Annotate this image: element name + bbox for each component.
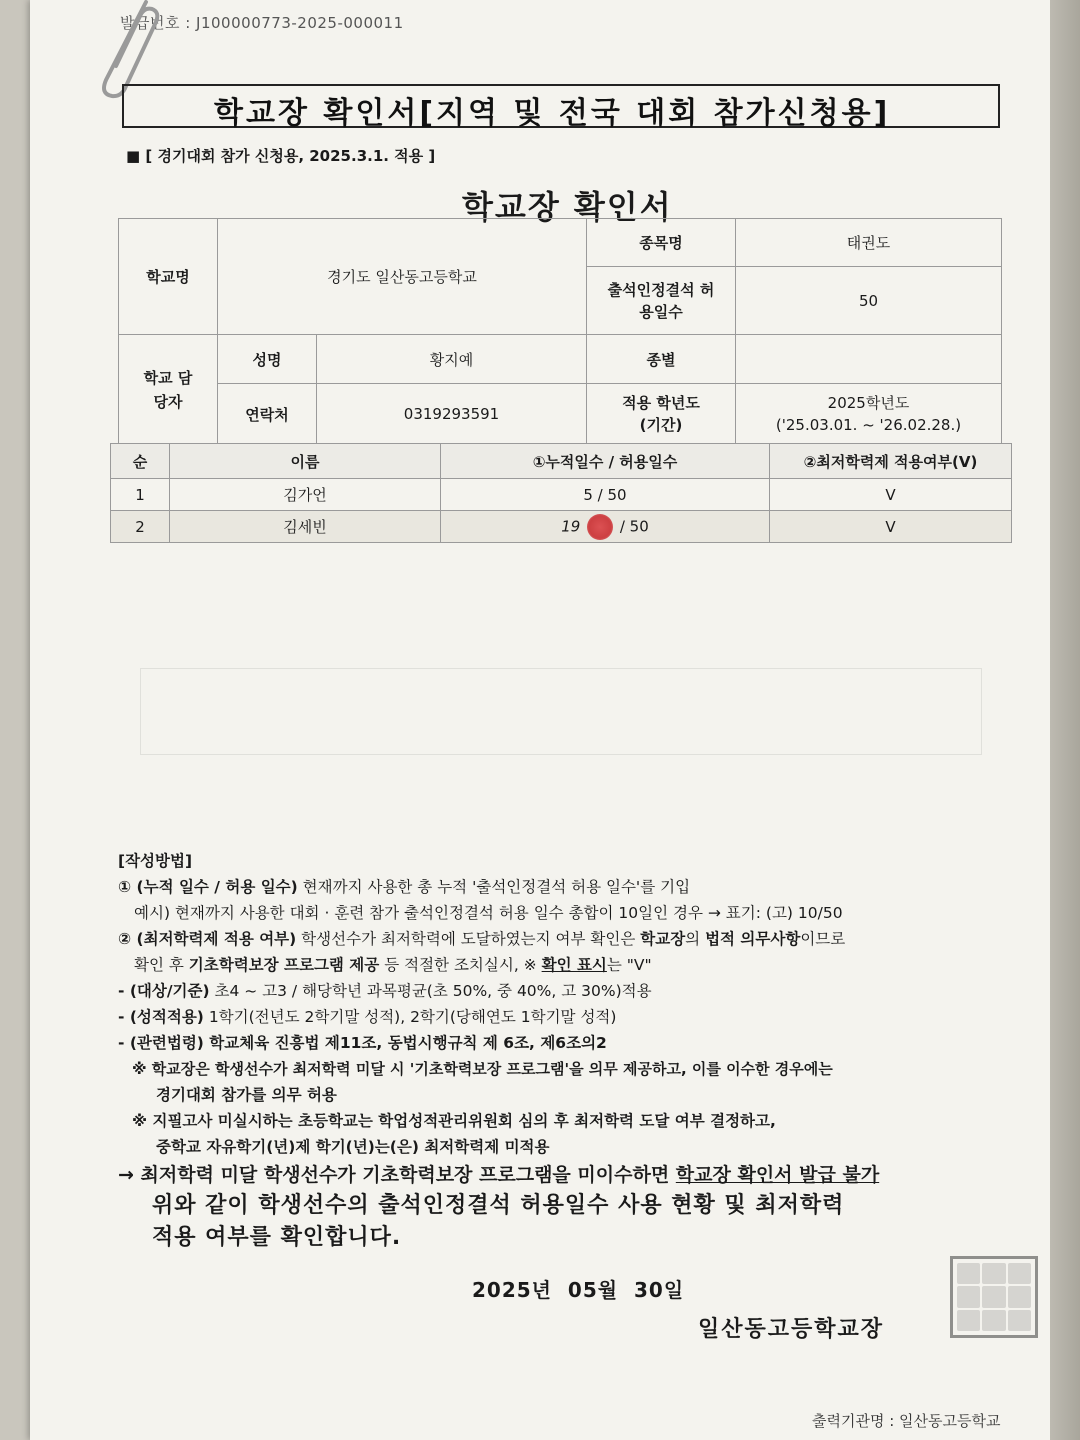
method-law-text: 학교체육 진흥법 제11조, 동법시행규칙 제 6조, 제6조의2	[203, 1034, 607, 1052]
main-title: 학교장 확인서[지역 및 전국 대회 참가신청용]	[214, 96, 891, 131]
sub-note: ■ [ 경기대회 참가 신청용, 2025.3.1. 적용 ]	[126, 147, 436, 165]
issuer-footer: 출력기관명 : 일산동고등학교	[812, 1412, 1001, 1430]
confirm-statement	[152, 1190, 844, 1254]
issue-date: 2025년 05월 30일	[472, 1278, 685, 1302]
confirm-line2: 적용 여부를 확인합니다.	[152, 1225, 402, 1250]
contact-label: 연락처	[218, 384, 317, 444]
faded-background-table	[140, 668, 982, 755]
sport-value: 태권도	[736, 219, 1002, 267]
allowed-days-label: 출석인정결석 허용일수	[587, 267, 736, 335]
row-no: 1	[111, 479, 170, 511]
manager-label: 학교 담당자	[119, 335, 218, 445]
method-item2-principal: 학교장	[640, 930, 686, 948]
table-row	[111, 479, 1012, 511]
row-name: 김세빈	[170, 511, 441, 543]
year-value: 2025학년도	[827, 394, 910, 412]
type-value	[736, 335, 1002, 384]
col-name: 이름	[170, 444, 441, 479]
method-target-text: 초4 ~ 고3 / 해당학년 과목평균(초 50%, 중 40%, 고 30%)적용	[209, 982, 652, 1000]
method-note1-cont: 경기대회 참가를 의무 허용	[156, 1086, 337, 1104]
info-table	[118, 218, 1002, 445]
col-flag: ②최저학력제 적용여부(V)	[770, 444, 1012, 479]
col-days: ①누적일수 / 허용일수	[441, 444, 770, 479]
sport-label: 종목명	[587, 219, 736, 267]
method-line4-program: 기초학력보장 프로그램 제공	[188, 956, 380, 974]
method-item1-text: 현재까지 사용한 총 누적 '출석인정결석 허용 일수'를 기입	[297, 878, 691, 896]
method-item2-title: ② (최저학력제 적용 여부)	[118, 930, 297, 948]
method-conclusion-underline: 학교장 확인서 발급 불가	[675, 1164, 880, 1186]
method-item2-text-a: 학생선수가 최저학력에 도달하였는지 여부 확인은	[296, 930, 641, 948]
method-item1-title: ① (누적 일수 / 허용 일수)	[118, 878, 298, 896]
background-page-edge	[1050, 0, 1080, 1440]
student-table	[110, 443, 1012, 543]
name-label: 성명	[218, 335, 317, 383]
principal-signature: 일산동고등학교장	[698, 1317, 885, 1342]
row-flag: V	[770, 479, 1012, 511]
method-example: 예시) 현재까지 사용한 대회 · 훈련 참가 출석인정결석 허용 일수 총합이 10일인 경우 → 표기: (고) 10/50	[134, 904, 843, 922]
confirm-line1: 위와 같이 학생선수의 출석인정결석 허용일수 사용 현황 및 최저학력	[152, 1193, 845, 1218]
method-grade-text: 1학기(전년도 2학기말 성적), 2학기(당해연도 1학기말 성적)	[203, 1008, 617, 1026]
row-no: 2	[111, 511, 170, 543]
method-line4-b: 등 적절한 조치실시, ※	[379, 956, 542, 974]
red-seal-icon	[587, 514, 613, 540]
row-flag: V	[770, 511, 1012, 543]
method-heading: [작성방법]	[118, 852, 193, 870]
days-prefix: 19	[561, 517, 581, 535]
row-days	[441, 511, 770, 543]
official-seal-icon	[950, 1256, 1038, 1338]
table-row	[111, 511, 1012, 543]
year-label: 적용 학년도 (기간)	[587, 384, 736, 445]
method-target-title: - (대상/기준)	[118, 982, 210, 1000]
method-item2-text-b: 의	[685, 930, 706, 948]
method-grade-title: - (성적적용)	[118, 1008, 204, 1026]
name-value: 황지예	[429, 350, 474, 369]
method-line4-a: 확인 후	[134, 956, 189, 974]
days-suffix: / 50	[619, 517, 649, 535]
allowed-days-value: 50	[736, 267, 1002, 335]
col-no: 순	[111, 444, 170, 479]
method-line4-c: 는 "V"	[606, 956, 652, 974]
method-note1: ※ 학교장은 학생선수가 최저학력 미달 시 '기초학력보장 프로그램'을 의무 제공하고, 이를 이수한 경우에는	[132, 1060, 833, 1078]
year-range: ('25.03.01. ~ '26.02.28.)	[775, 416, 962, 434]
method-law-title: - (관련법령)	[118, 1034, 204, 1052]
method-item2-text-c: 이므로	[800, 930, 846, 948]
document-title: 학교장 확인서	[462, 188, 673, 226]
contact-value: 0319293591	[403, 405, 500, 423]
main-title-box	[122, 84, 1000, 131]
type-label: 종별	[587, 335, 736, 384]
method-note2-cont: 중학교 자유학기(년)제 학기(년)는(은) 최저학력제 미적용	[156, 1138, 550, 1156]
row-days: 5 / 50	[441, 479, 770, 511]
method-item2-duty: 법적 의무사항	[705, 930, 801, 948]
school-value: 경기도 일산동고등학교	[218, 219, 587, 335]
method-line4-mark: 확인 표시	[541, 956, 607, 974]
writing-method	[118, 848, 1028, 1188]
method-note2: ※ 지필고사 미실시하는 초등학교는 학업성적관리위원회 심의 후 최저학력 도달 여부 결정하고,	[132, 1112, 776, 1130]
school-label: 학교명	[119, 219, 218, 335]
method-conclusion: → 최저학력 미달 학생선수가 기초학력보장 프로그램을 미이수하면	[118, 1164, 676, 1186]
row-name: 김가언	[170, 479, 441, 511]
issue-number: 발급번호 : J100000773-2025-000011	[120, 14, 404, 32]
